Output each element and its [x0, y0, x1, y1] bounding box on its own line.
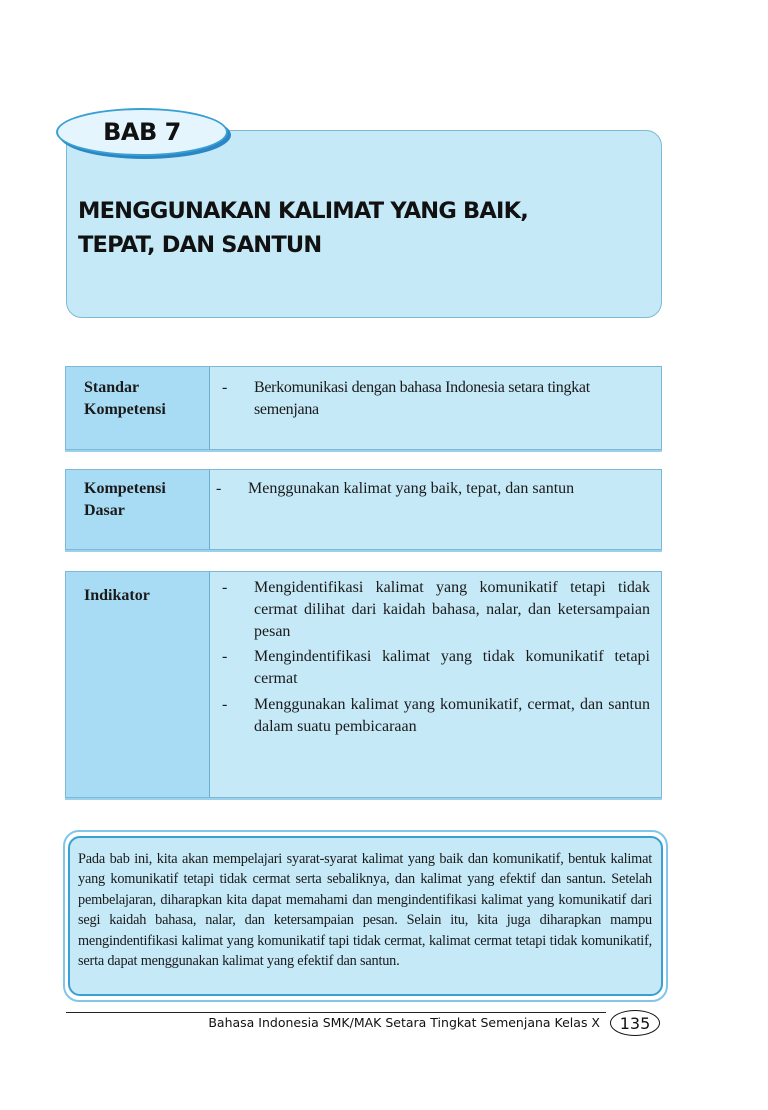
footer-book-title: Bahasa Indonesia SMK/MAK Setara Tingkat Semenjana Kelas X	[208, 1015, 600, 1030]
chapter-title-line-1: MENGGUNAKAN KALIMAT YANG BAIK,	[78, 198, 528, 224]
kompetensi-dasar-label	[84, 478, 166, 522]
page-number	[610, 1010, 660, 1036]
kompetensi-dasar-table	[65, 469, 662, 550]
standar-kompetensi-label	[84, 377, 166, 421]
indikator-item-1: Mengidentifikasi kalimat yang komunikatif tetapi tidak cermat dilihat dari kaidah bahasa, nalar, dan ketersampaian pesan	[254, 579, 650, 640]
chapter-title-line-2: TEPAT, DAN SANTUN	[78, 232, 322, 258]
chapter-title	[78, 194, 638, 262]
page-number-text: 135	[619, 1013, 651, 1033]
indikator-item-3-dash: -	[222, 696, 228, 713]
indikator-item-2-dash: -	[222, 648, 228, 665]
standar-label-line-2: Kompetensi	[84, 401, 166, 418]
kd-label-line-1: Kompetensi	[84, 480, 166, 497]
kompetensi-dasar-dash: -	[216, 480, 222, 497]
standar-label-line-1: Standar	[84, 379, 140, 396]
indikator-item-2: Mengindentifikasi kalimat yang tidak komunikatif tetapi cermat	[254, 648, 650, 687]
indikator-label: Indikator	[84, 587, 150, 604]
chapter-badge	[56, 108, 228, 156]
kd-label-line-2: Dasar	[84, 502, 125, 519]
kompetensi-dasar-text: Menggunakan kalimat yang baik, tepat, dan santun	[248, 480, 575, 497]
footer-rule	[66, 1012, 606, 1013]
indikator-table	[65, 571, 662, 798]
indikator-item-1-dash: -	[222, 579, 228, 596]
standar-kompetensi-table	[65, 366, 662, 450]
intro-paragraph: Pada bab ini, kita akan mempelajari syarat-syarat kalimat yang baik dan komunikatif, bentuk kalimat yang komunikatif tetapi tidak cermat serta sebaliknya, dan kalimat yang efektif dan santun. Setelah pembelajaran, diharapkan kita dapat memahami dan mengindentifikasi kalimat yang komunikatif dari segi kaidah bahasa, nalar, dan ketersampaian pesan. Selain itu, kita juga diharapkan mampu mengindentifikasi kalimat yang komunikatif tapi tidak cermat, kalimat cermat tetapi tidak komunikatif, serta dapat menggunakan kalimat yang efektif dan santun.	[78, 851, 652, 970]
standar-kompetensi-text: Berkomunikasi dengan bahasa Indonesia setara tingkat semenjana	[254, 379, 590, 418]
indikator-item-3: Menggunakan kalimat yang komunikatif, cermat, dan santun dalam suatu pembicaraan	[254, 696, 650, 735]
standar-dash: -	[222, 379, 228, 396]
chapter-badge-label: BAB 7	[103, 118, 181, 146]
